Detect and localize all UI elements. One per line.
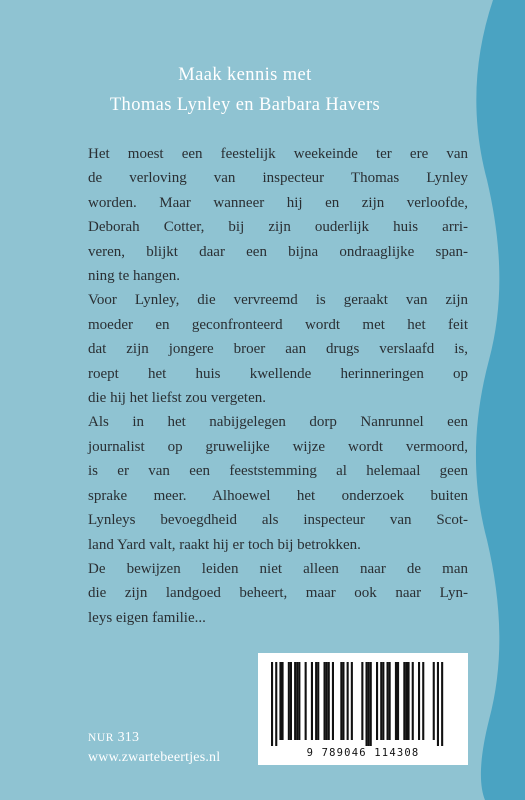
barcode-bar	[389, 662, 391, 740]
blurb-line: veren, blijkt daar een bijna ondraaglijke span-	[88, 243, 468, 260]
barcode-bar	[271, 662, 273, 746]
barcode-bar	[437, 662, 439, 746]
blurb-line: Als in het nabijgelegen dorp Nanrunnel een	[88, 414, 468, 431]
barcode-panel	[258, 653, 468, 765]
blurb-line: Het moest een feestelijk weekeinde ter ere van	[88, 146, 468, 162]
cover-heading	[0, 60, 490, 120]
heading-line-1: Maak kennis met	[178, 65, 312, 85]
barcode-bar	[342, 662, 344, 740]
blurb-line: Lynleys bevoegdheid als inspecteur van Scot-	[88, 512, 468, 529]
blurb-line: die hij het liefst zou vergeten.	[88, 390, 267, 407]
publisher-website-link[interactable]: www.zwartebeertjes.nl	[88, 750, 221, 765]
blurb-line: leys eigen familie...	[88, 609, 206, 626]
barcode-bar	[340, 662, 342, 740]
barcode-bar	[422, 662, 424, 740]
blurb-line: sprake meer. Alhoewel het onderzoek buiten	[88, 487, 468, 504]
barcode-bar	[361, 662, 363, 740]
barcode-bar	[380, 662, 382, 740]
barcode-bar	[418, 662, 420, 740]
blurb-line: de verloving van inspecteur Thomas Lynley	[88, 170, 468, 187]
blurb-line: die zijn landgoed beheert, maar ook naar Lyn-	[88, 585, 468, 602]
barcode-bar	[351, 662, 353, 740]
barcode-bar	[294, 662, 296, 740]
barcode-bar	[397, 662, 399, 740]
wave-shape	[476, 0, 525, 800]
barcode-bar	[376, 662, 378, 740]
barcode-bar	[332, 662, 334, 740]
barcode-bar	[275, 662, 277, 746]
nur-number: 313	[117, 730, 140, 745]
barcode-bar	[311, 662, 313, 740]
wave-border-decoration	[465, 0, 525, 800]
barcode-bar	[395, 662, 397, 740]
blurb-line: dat zijn jongere broer aan drugs verslaafd is,	[88, 341, 468, 358]
barcode-bar	[305, 662, 307, 740]
barcode-bar	[433, 662, 435, 740]
barcode-bar	[290, 662, 292, 740]
barcode-bar	[317, 662, 319, 740]
blurb-line: journalist op gruwelijke wijze wordt vermoord,	[88, 438, 468, 455]
barcode-bar	[298, 662, 300, 740]
blurb-text	[88, 142, 468, 630]
nur-label: NUR	[88, 732, 115, 744]
blurb-line: Deborah Cotter, bij zijn ouderlijk huis arri-	[88, 219, 468, 236]
barcode-bar	[366, 662, 368, 746]
barcode-bar	[324, 662, 326, 740]
barcode-bar	[412, 662, 414, 740]
barcode-bar	[403, 662, 405, 740]
heading-line-2: Thomas Lynley en Barbara Havers	[109, 95, 381, 115]
blurb-line: De bewijzen leiden niet alleen naar de man	[88, 560, 468, 577]
barcode-digits: 9 789046 114308	[306, 747, 420, 759]
barcode-bar	[405, 662, 407, 740]
barcode-icon	[267, 662, 459, 746]
barcode-bar	[296, 662, 298, 740]
blurb-line: is er van een feeststemming al helemaal geen	[88, 463, 468, 480]
barcode-bar	[279, 662, 281, 740]
barcode-bar	[368, 662, 370, 746]
blurb-line: land Yard valt, raakt hij er toch bij betrokken.	[88, 536, 361, 553]
barcode-bar	[408, 662, 410, 740]
blurb-line: ning te hangen.	[88, 268, 181, 285]
blurb-line: moeder en geconfronteerd wordt met het feit	[88, 316, 468, 333]
barcode-bar	[288, 662, 290, 740]
barcode-bar	[441, 662, 443, 746]
publisher-footer	[88, 728, 220, 768]
barcode-bar	[370, 662, 372, 746]
barcode-bar	[282, 662, 284, 740]
barcode-bar	[382, 662, 384, 740]
barcode-bar	[326, 662, 328, 740]
barcode-bar	[315, 662, 317, 740]
nur-code	[88, 728, 220, 748]
barcode-bar	[387, 662, 389, 740]
blurb-line: Voor Lynley, die vervreemd is geraakt van zijn	[88, 292, 468, 309]
blurb-line: roept het huis kwellende herinneringen op	[88, 365, 468, 382]
barcode-bar	[328, 662, 330, 740]
barcode-bar	[347, 662, 349, 740]
blurb-line: worden. Maar wanneer hij en zijn verloofde,	[88, 194, 468, 211]
